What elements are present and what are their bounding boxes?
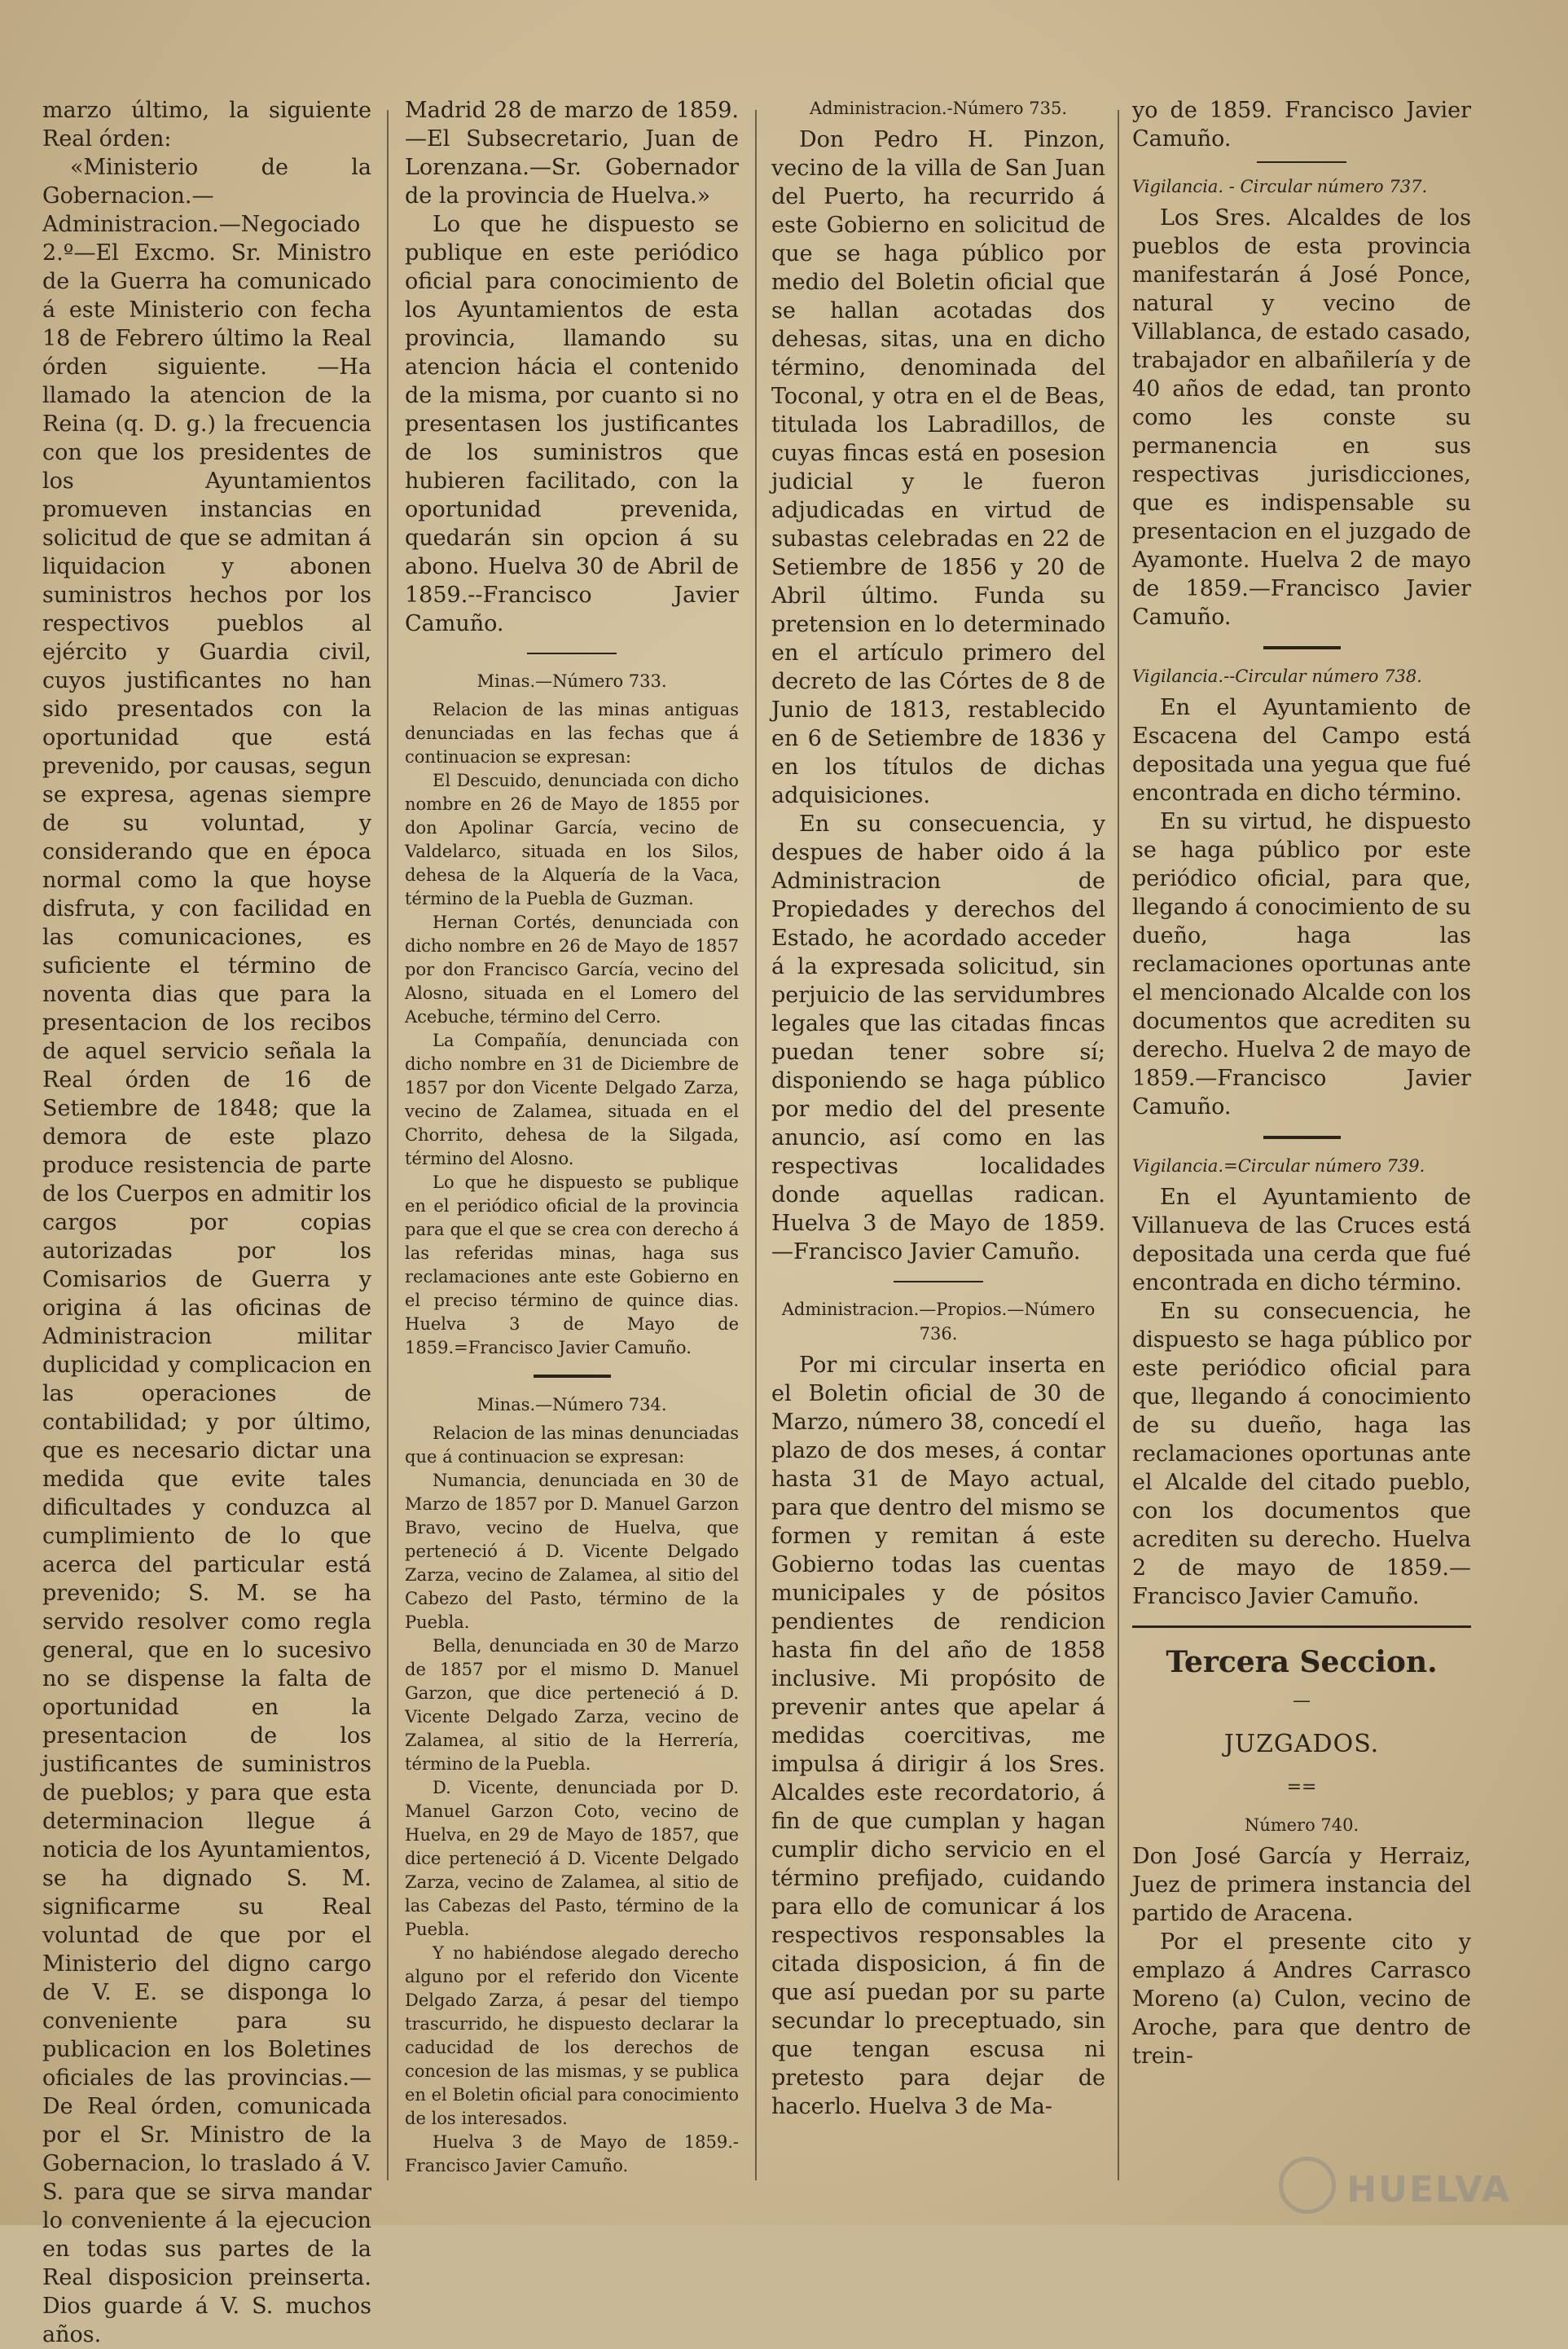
column-4 (1132, 96, 1471, 2201)
separator (1263, 1136, 1341, 1139)
paragraph: Huelva 3 de Mayo de 1859.-Francisco Javier Camuño. (405, 2132, 739, 2175)
separator: — (1293, 1691, 1311, 1711)
paragraph: Madrid 28 de marzo de 1859. —El Subsecretario, Juan de Lorenzana.—Sr. Gobernador de la provincia de Huelva.» (405, 98, 739, 209)
paragraph: Hernan Cortés, denunciada con dicho nombre en 26 de Mayo de 1857 por don Francisco García, vecino del Alosno, situada en el Lomero del Acebuche, término del Cerro. (405, 913, 739, 1027)
paragraph: Don Pedro H. Pinzon, vecino de la villa de San Juan del Puerto, ha recurrido á este Gobierno en solicitud de que se haga público por medio del Boletin oficial que se hallan acotadas dos dehesas, sitas, una en dicho término, denominada del Toconal, y otra en el de Beas, titulada los Labradillos, de cuyas fincas está en posesion judicial y le fueron adjudicadas en virtud de subastas celebradas en 22 de Setiembre de 1856 y 20 de Abril último. Funda su pretension en lo determinado en el artículo primero del decreto de las Córtes de 8 de Junio de 1813, restablecido en 6 de Setiembre de 1836 y en los títulos de dichas adquisiciones. (771, 127, 1105, 808)
section-heading: Vigilancia.=Circular número 739. (1132, 1156, 1425, 1176)
paragraph: yo de 1859. Francisco Javier Camuño. (1132, 98, 1471, 152)
paragraph: Los Sres. Alcaldes de los pueblos de esta provincia manifestarán á José Ponce, natural y vecino de Villablanca, de estado casado, trabajador en albañilería y de 40 años de edad, tan pronto como les conste su permanencia en sus respectivas jurisdicciones, que es indispensable su presentacion en el juzgado de Ayamonte. Huelva 2 de mayo de 1859.—Francisco Javier Camuño. (1132, 205, 1471, 630)
section-heading: Vigilancia.--Circular número 738. (1132, 666, 1422, 686)
paragraph: El Descuido, denunciada con dicho nombre en 26 de Mayo de 1855 por don Apolinar García, vecino de Valdelarco, situada en los Silos, dehesa de la Alquería de la Vaca, término de la Puebla de Guzman. (405, 771, 739, 908)
paragraph: En el Ayuntamiento de Escacena del Campo está depositada una yegua que fué encontrada en dicho término. (1132, 695, 1471, 806)
section-heading: Minas.—Número 734. (477, 1395, 667, 1414)
paragraph: D. Vicente, denunciada por D. Manuel Garzon Coto, vecino de Huelva, en 29 de Mayo de 1857, que dice perteneció á D. Vicente Delgado Zarza, vecino de Zalamea, al sitio de las Cabezas del Pasto, término de la Puebla. (405, 1778, 739, 1939)
paragraph: Por mi circular inserta en el Boletin oficial de 30 de Marzo, número 38, concedí el plazo de dos meses, á contar hasta 31 de Mayo actual, para que dentro del mismo se formen y remitan á este Gobierno todas las cuentas municipales y de pósitos pendientes de rendicion hasta fin del año de 1858 inclusive. Mi propósito de prevenir antes que apelar á medidas coercitivas, me impulsa á dirigir á los Sres. Alcaldes este recordatorio, á fin de que cumplan y hagan cumplir dicho servicio en el término prefijado, cuidando para ello de comunicar á los respectivos responsables la citada disposicion, á fin de que así puedan por su parte secundar lo preceptuado, sin que tengan escusa ni pretesto para dejar de hacerlo. Huelva 3 de Ma- (771, 1353, 1105, 2119)
paragraph: Bella, denunciada en 30 de Marzo de 1857 por el mismo D. Manuel Garzon, que dice perteneció á D. Vicente Delgado Zarza, vecino de Zalamea, al sitio de la Herrería, término de la Puebla. (405, 1636, 739, 1774)
paragraph: Numancia, denunciada en 30 de Marzo de 1857 por D. Manuel Garzon Bravo, vecino de Huelva, que perteneció á D. Vicente Delgado Zarza, vecino de Zalamea, al sitio del Cabezo del Pasto, término de la Puebla. (405, 1471, 739, 1632)
paragraph: Por el presente cito y emplazo á Andres Carrasco Moreno (a) Culon, vecino de Aroche, para que dentro de trein- (1132, 1929, 1471, 2069)
paragraph: La Compañía, denunciada con dicho nombre en 31 de Diciembre de 1857 por don Vicente Delgado Zarza, vecino de Zalamea, situada en el Chorrito, dehesa de la Silgada, término del Alosno. (405, 1031, 739, 1168)
paragraph: En su virtud, he dispuesto se haga público por este periódico oficial, para que, llegando á conocimiento de su dueño, haga las reclamaciones oportunas ante el mencionado Alcalde con los documentos que acrediten su derecho. Huelva 2 de mayo de 1859.—Francisco Javier Camuño. (1132, 809, 1471, 1120)
separator (527, 653, 617, 654)
separator: == (1286, 1777, 1317, 1797)
section-heading: Minas.—Número 733. (477, 671, 667, 691)
section-heading: Número 740. (1244, 1815, 1359, 1835)
section-heading: Administracion.—Propios.—Número 736. (781, 1300, 1096, 1344)
column-rule (387, 110, 389, 2180)
paragraph: Y no habiéndose alegado derecho alguno por el referido don Vicente Delgado Zarza, á pesar del tiempo trascurrido, he dispuesto declarar la caducidad de los derechos de concesion de las mismas, y se publica en el Boletin oficial para conocimiento de los interesados. (405, 1943, 739, 2128)
separator (1257, 161, 1346, 163)
separator (1263, 646, 1341, 649)
paragraph: Lo que he dispuesto se publique en el periódico oficial de la provincia para que el que se crea con derecho á las referidas minas, haga sus reclamaciones ante este Gobierno en el preciso término de quince dias. Huelva 3 de Mayo de 1859.=Francisco Javier Camuño. (405, 1172, 739, 1357)
watermark: HUELVA (1346, 2169, 1511, 2210)
separator (894, 1281, 983, 1282)
paragraph: Relacion de las minas antiguas denunciadas en las fechas que á continuacion se expresan: (405, 700, 739, 767)
column-1 (42, 96, 371, 2347)
section-heading: Vigilancia. - Circular número 737. (1132, 177, 1428, 196)
paragraph: En su consecuencia, he dispuesto se haga público por este periódico oficial para que, llegando á conocimiento de su dueño, haga las reclamaciones oportunas ante el Alcalde del citado pueblo, con los documentos que acrediten su derecho. Huelva 2 de mayo de 1859.—Francisco Javier Camuño. (1132, 1299, 1471, 1609)
watermark-seal-icon (1279, 2157, 1336, 2214)
paragraph: Relacion de las minas denunciadas que á continuacion se expresan: (405, 1423, 739, 1467)
paragraph: En su consecuencia, y despues de haber oido á la Administracion de Propiedades y derechos del Estado, he acordado acceder á la expresada solicitud, sin perjuicio de las servidumbres legales que las citadas fincas puedan tener sobre sí; disponiendo se haga público por medio del del presente anuncio, así como en las respectivas localidades donde aquellas radican. Huelva 3 de Mayo de 1859. —Francisco Javier Camuño. (771, 812, 1105, 1265)
paragraph: marzo último, la siguiente Real órden: (42, 98, 371, 152)
paragraph: Lo que he dispuesto se publique en este periódico oficial para conocimiento de los Ayuntamientos de esta provincia, llamando su atencion hácia el contenido de la misma, por cuanto si no presentasen los justificantes de los suministros que hubieren facilitado, con la oportunidad prevenida, quedarán sin opcion á su abono. Huelva 30 de Abril de 1859.--Francisco Javier Camuño. (405, 212, 739, 636)
paragraph: Don José García y Herraiz, Juez de primera instancia del partido de Aracena. (1132, 1844, 1471, 1926)
separator (534, 1375, 611, 1378)
section-subtitle: JUZGADOS. (1223, 1730, 1380, 1758)
column-rule (755, 110, 757, 2180)
paragraph: En el Ayuntamiento de Villanueva de las Cruces está depositada una cerda que fué encontrada en dicho término. (1132, 1185, 1471, 1295)
section-title: Tercera Seccion. (1166, 1645, 1438, 1679)
paragraph: «Ministerio de la Gobernacion.—Administracion.—Negociado 2.º—El Excmo. Sr. Ministro de la Guerra ha comunicado á este Ministerio con fecha 18 de Febrero último la Real órden siguiente. —Ha llamado la atencion de la Reina (q. D. g.) la frecuencia con que los presidentes de los Ayuntamientos promueven instancias en solicitud de que se admitan á liquidacion y abonen suministros hechos por los respectivos pueblos al ejército y Guardia civil, cuyos justificantes no han sido presentados con la oportunidad que está prevenido, por causas, segun se expresa, agenas siempre de su voluntad, y considerando que en época normal como la que hoyse disfruta, y con facilidad en las comunicaciones, es suficiente el término de noventa dias que para la presentacion de los recibos de aquel servicio señala la Real órden de 16 de Setiembre de 1848; que la demora de este plazo produce resistencia de parte de los Cuerpos en admitir los cargos por copias autorizadas por los Comisarios de Guerra y origina á las oficinas de Administracion militar duplicidad y complicacion en las operaciones de contabilidad; y por último, que es necesario dictar una medida que evite tales dificultades y conduzca al cumplimiento de lo que acerca del particular está prevenido; S. M. se ha servido resolver como regla general, que en lo sucesivo no se dispense la falta de oportunidad en la presentacion de los justificantes de suministros de pueblos; y para que esta determinacion llegue á noticia de los Ayuntamientos, se ha dignado S. M. significarme su Real voluntad de que por el Ministerio del digno cargo de V. E. se disponga lo conveniente para su publicacion en los Boletines oficiales de las provincias.—De Real órden, comunicada por el Sr. Ministro de la Gobernacion, lo traslado á V. S. para que se sirva mandar lo conveniente á la ejecucion en todas sus partes de la Real disposicion preinserta. Dios guarde á V. S. muchos años. (42, 155, 371, 2347)
column-rule (1118, 110, 1119, 2180)
section-heading: Administracion.-Número 735. (809, 99, 1068, 118)
separator (1132, 1625, 1471, 1628)
column-2 (405, 96, 739, 2201)
column-3 (771, 96, 1105, 2201)
